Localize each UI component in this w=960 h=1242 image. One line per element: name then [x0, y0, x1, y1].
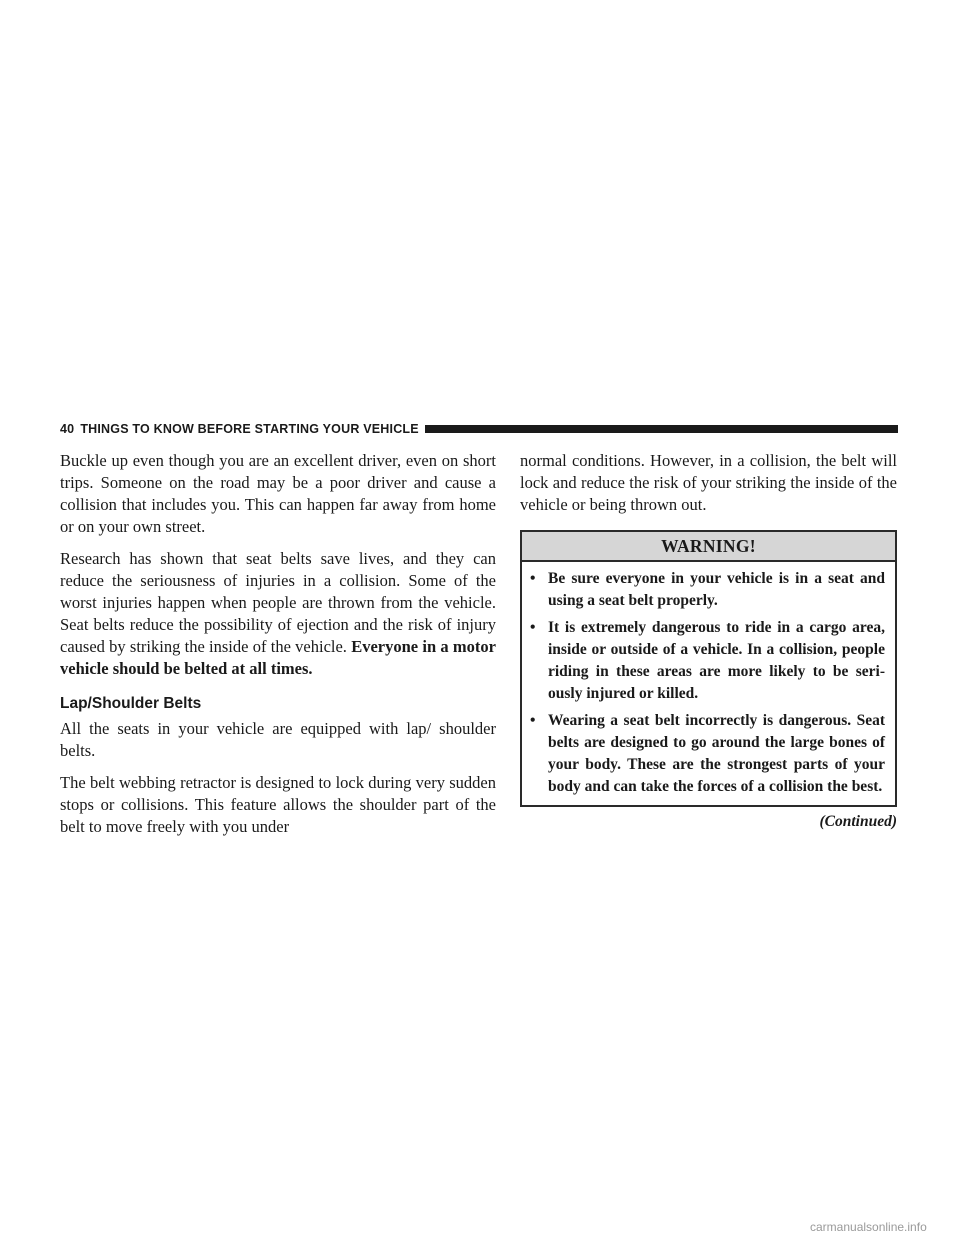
subheading-lap-shoulder-belts: Lap/Shoulder Belts — [60, 695, 202, 712]
warning-item-text: Wearing a seat belt incorrectly is dangerous. Seat belts are designed to go around the large bones of your body. These are the strongest parts of your body and can take the forces of a collision the best. — [548, 712, 885, 795]
warning-item-text: Be sure everyone in your vehicle is in a seat and using a seat belt properly. — [548, 570, 885, 609]
page-number: 40 — [60, 422, 75, 436]
paragraph-normal-conditions: normal conditions. However, in a collision, the belt will lock and reduce the risk of your striking the inside of the vehicle or being thrown out. — [520, 451, 897, 514]
paragraph-retractor: The belt webbing retractor is designed to lock during very sudden stops or collisions. This feature allows the shoulder part of the belt to move freely with you under — [60, 773, 496, 836]
warning-item — [530, 617, 885, 705]
warning-box — [520, 530, 897, 807]
paragraph-research-text: Research has shown that seat belts save lives, and they can reduce the seriousness of injuries in a collision. Some of the worst injuries happen when people are thrown from the vehicle. Seat belts reduce the possibility of ejection and the risk of injury caused by striking the inside of the vehicle. — [60, 549, 496, 656]
warning-title: WARNING! — [522, 532, 895, 562]
warning-item — [530, 710, 885, 798]
bullet-icon: • — [530, 619, 536, 636]
paragraph-buckle-up: Buckle up even though you are an excellent driver, even on short trips. Someone on the road may be a poor driver and cause a collision that includes you. This can happen far away from home or on your own street. — [60, 451, 496, 536]
left-column — [60, 450, 496, 848]
paragraph-research — [60, 548, 496, 680]
continued-label: (Continued) — [819, 813, 897, 830]
paragraph-research-emphasis: Everyone in a motor vehicle should be belted at all times. — [60, 637, 496, 678]
paragraph-seats-equipped: All the seats in your vehicle are equipped with lap/ shoulder belts. — [60, 719, 496, 760]
watermark: carmanualsonline.info — [810, 1220, 927, 1234]
page-header — [60, 421, 898, 437]
right-column — [520, 450, 897, 833]
warning-body — [522, 562, 895, 805]
warning-item-text: It is extremely dangerous to ride in a cargo area, inside or outside of a vehicle. In a collision, people riding in these areas are more likely to be seri- ously injured or killed. — [548, 619, 885, 702]
section-title: THINGS TO KNOW BEFORE STARTING YOUR VEHICLE — [80, 422, 419, 436]
header-rule — [425, 425, 898, 433]
bullet-icon: • — [530, 712, 536, 729]
bullet-icon: • — [530, 570, 536, 587]
warning-item — [530, 568, 885, 612]
